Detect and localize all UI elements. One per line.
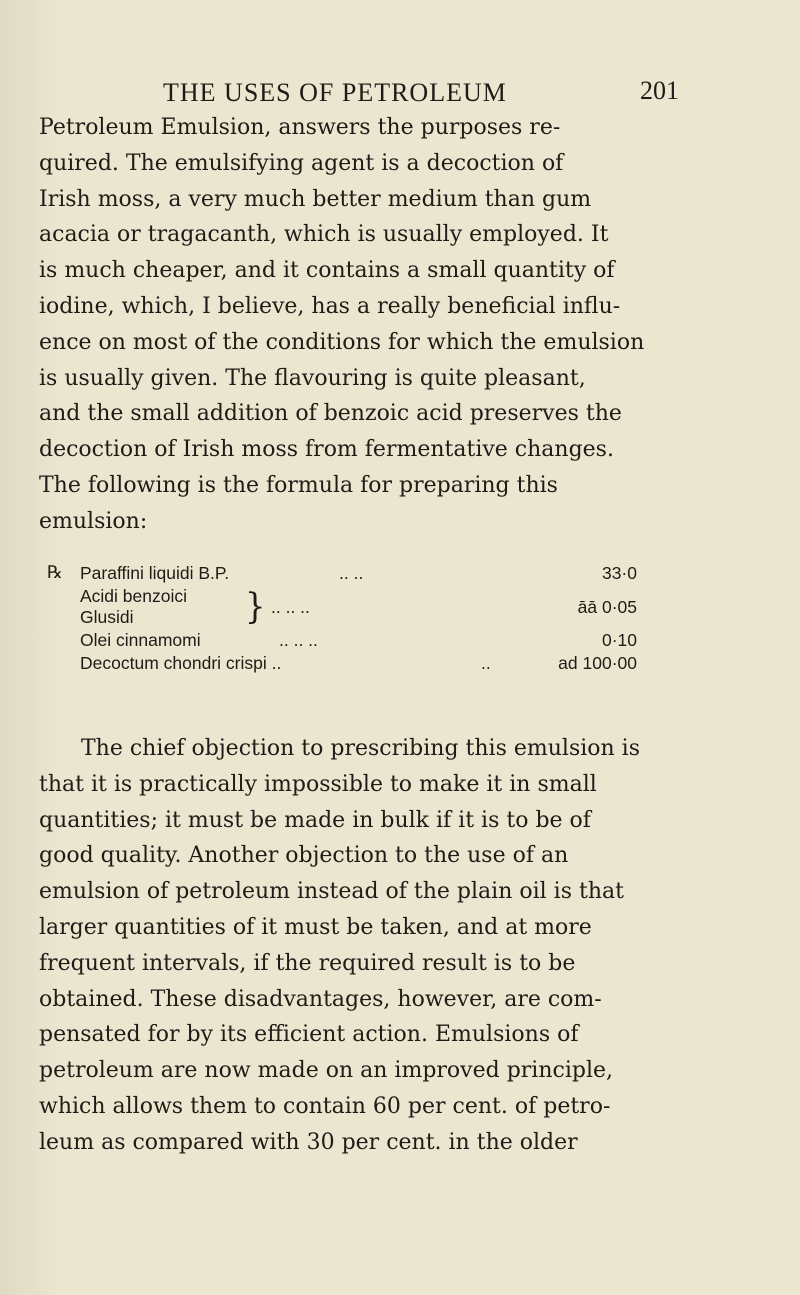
ingredient-name: Paraffini liquidi B.P. <box>80 563 230 583</box>
text-line: is usually given. The flavouring is quite pleasant, <box>39 365 586 391</box>
paragraph-objections <box>39 731 659 1161</box>
text-line: obtained. These disadvantages, however, are com- <box>39 986 602 1012</box>
text-line: Irish moss, a very much better medium than gum <box>39 186 592 212</box>
text-line: which allows them to contain 60 per cent. of petro- <box>39 1093 611 1119</box>
ingredient-name: Decoctum chondri crispi .. <box>80 653 282 673</box>
text-line: emulsion: <box>39 508 148 534</box>
ingredient-name: Acidi benzoici <box>80 586 187 606</box>
leader-dots: .. .. .. <box>279 630 318 650</box>
text-line: pensated for by its efficient action. Emulsions of <box>39 1022 579 1048</box>
text-line: that it is practically impossible to make it in small <box>39 771 597 797</box>
text-line: The chief objection to prescribing this emulsion is <box>81 736 641 761</box>
text-line: and the small addition of benzoic acid preserves the <box>39 401 622 427</box>
leader-dots: .. .. .. <box>271 597 310 617</box>
text-line: frequent intervals, if the required result is to be <box>39 950 576 976</box>
grouping-brace: } <box>245 585 266 627</box>
ingredient-quantity: 33·0 <box>601 563 637 583</box>
text-line: is much cheaper, and it contains a small quantity of <box>39 258 615 284</box>
ingredient-name: Glusidi <box>80 607 134 627</box>
page-number: 201 <box>640 76 679 105</box>
leader-dots: .. <box>481 653 491 673</box>
text-line: leum as compared with 30 per cent. in the older <box>39 1129 578 1155</box>
text-line: emulsion of petroleum instead of the plain oil is that <box>39 879 624 905</box>
text-line: ence on most of the conditions for which the emulsion <box>39 329 645 355</box>
text-line: acacia or tragacanth, which is usually employed. It <box>39 222 609 248</box>
formula-row <box>39 629 659 652</box>
prescription-formula <box>39 562 659 675</box>
text-line: quantities; it must be made in bulk if it is to be of <box>39 807 591 833</box>
text-line: quired. The emulsifying agent is a decoction of <box>39 150 564 176</box>
text-line: good quality. Another objection to the use of an <box>39 843 569 869</box>
leader-dots: .. .. <box>339 563 364 583</box>
text-line: iodine, which, I believe, has a really beneficial influ- <box>39 293 621 319</box>
ingredient-quantity: 0·10 <box>601 630 637 650</box>
formula-row <box>39 562 659 585</box>
formula-row <box>39 652 659 675</box>
text-line: The following is the formula for preparing this <box>39 472 558 498</box>
running-title: THE USES OF PETROLEUM <box>163 78 507 107</box>
text-line: petroleum are now made on an improved principle, <box>39 1058 613 1084</box>
paragraph-intro <box>39 110 659 540</box>
text-line: decoction of Irish moss from fermentative changes. <box>39 437 614 463</box>
text-line: Petroleum Emulsion, answers the purposes re- <box>39 115 561 140</box>
ingredient-name: Olei cinnamomi <box>80 630 201 650</box>
text-line: larger quantities of it must be taken, and at more <box>39 914 592 940</box>
formula-group <box>39 585 659 629</box>
ingredient-quantity: ad 100·00 <box>558 653 637 673</box>
ingredient-quantity: āā 0·05 <box>577 597 637 617</box>
recipe-symbol: ℞ <box>47 563 63 583</box>
